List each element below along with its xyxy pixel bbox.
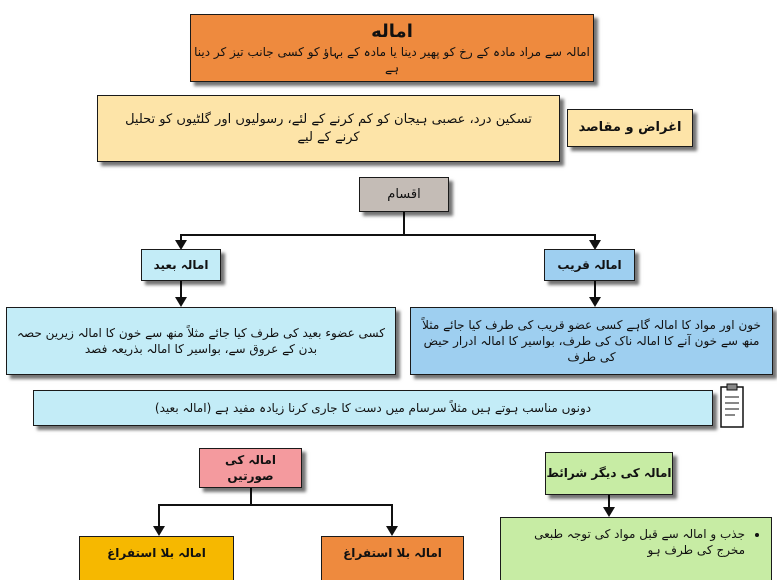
types-label: اقسام	[387, 186, 421, 202]
both-note: دونوں مناسب ہوتے ہیں مثلاً سرسام میں دست کا جاری کرنا زیادہ مفید ہے (امالہ بعید)	[154, 400, 592, 415]
purposes-text-box	[97, 95, 560, 162]
conditions-box	[545, 452, 673, 495]
near-type-box	[544, 249, 635, 281]
forms-box	[199, 448, 302, 488]
both-note-box	[33, 390, 713, 426]
connector-types-horizontal	[180, 234, 596, 236]
arrow-conditions	[603, 507, 615, 517]
connector-types-down	[403, 212, 405, 235]
connector-forms-horizontal	[158, 504, 393, 506]
far-type-box	[141, 249, 221, 281]
form-item-2: امالہ بلا استفراغ	[107, 546, 206, 560]
near-description: خون اور مواد کا امالہ گاہے کسی عضو قریب کی طرف کیا جائے مثلاً منھ سے خون آنے کا امالہ ناک کی طرف، بواسیر کا امالہ ادرار حیض کی طرف	[422, 317, 761, 365]
purposes-text: تسکین درد، عصبی ہیجان کو کم کرنے کے لئے، رسولیوں اور گلٹیوں کو تحلیل کرنے کے لیے	[125, 111, 532, 145]
far-description-box	[6, 307, 396, 375]
conditions-list-item: • جذب و امالہ سے قبل مواد کی توجہ طبعی مخرج کی طرف ہو	[511, 526, 745, 558]
purposes-label: اغراض و مقاصد	[578, 120, 682, 136]
conditions-list-box	[500, 517, 772, 580]
arrow-far-desc	[175, 297, 187, 307]
connector-far-desc	[180, 281, 182, 298]
form-item-1: امالہ بلا استفراغ	[343, 546, 442, 560]
connector-form1-down	[391, 504, 393, 527]
forms-label: امالہ کی صورتیں	[225, 452, 276, 483]
diagram-title: اماله	[371, 20, 413, 42]
conditions-label: امالہ کی دیگر شرائط	[546, 466, 672, 481]
form-item-1-box	[321, 536, 464, 580]
arrow-form-1	[386, 526, 398, 536]
conditions-list	[511, 526, 761, 558]
connector-forms-down	[250, 488, 252, 505]
purposes-label-box	[567, 109, 693, 147]
connector-form2-down	[158, 504, 160, 527]
arrow-near-desc	[589, 297, 601, 307]
definition-text: امالہ سے مراد مادہ کے رخ کو پھیر دینا یا مادہ کے بہاؤ کو کسی جانب تیز کر دینا ہے	[194, 44, 590, 76]
arrow-form-2	[153, 526, 165, 536]
connector-near-desc	[594, 281, 596, 298]
form-item-2-box	[79, 536, 234, 580]
title-box	[190, 14, 594, 82]
near-type-label: امالہ قریب	[557, 257, 622, 272]
near-description-box	[410, 307, 773, 375]
far-type-label: امالہ بعید	[153, 257, 209, 272]
types-box	[359, 177, 449, 212]
far-description: کسی عضوء بعید کی طرف کیا جائے مثلاً منھ سے خون کا امالہ زیرین حصہ بدن کے عروق سے، بواسیر کا امالہ بذریعہ فصد	[17, 325, 385, 356]
clipboard-icon	[719, 383, 745, 429]
